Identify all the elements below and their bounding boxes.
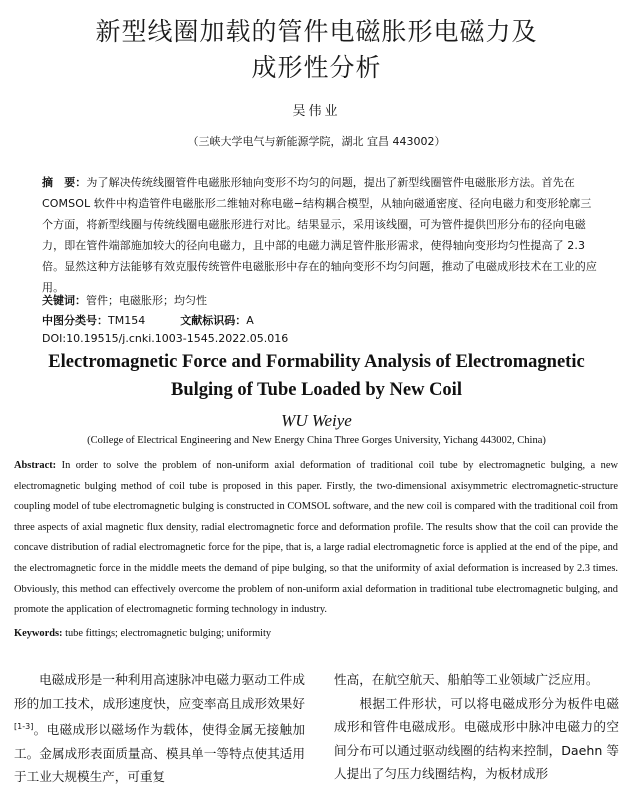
body-left-text-1: 电磁成形是一种利用高速脉冲电磁力驱动工件成形的加工技术，成形速度快，应变率高且成形效果好: [14, 672, 305, 711]
english-keywords-label: Keywords:: [14, 628, 63, 639]
english-abstract: [14, 456, 618, 621]
body-left-column: [14, 668, 305, 789]
chinese-abstract-text: 为了解决传统线圈管件电磁胀形轴向变形不均匀的问题，提出了新型线圈管件电磁胀形方法。首先在 COMSOL 软件中构造管件电磁胀形二维轴对称电磁−结构耦合模型，从轴向磁通密度、径向电磁力和变形轮廓三个方面，将新型线圈与传统线圈电磁胀形进行对比。结果显示，采用该线圈，可为管件提供凹形分布的径向电磁力，即在管件端部施加较大的径向电磁力，且中部的电磁力满足管件胀形需求，使得轴向变形均匀性提高了 2.3 倍。显然这种方法能够有效克服传统管件电磁胀形中存在的轴向变形不均匀问题，推动了电磁成形技术在工业的应用。: [42, 176, 597, 294]
body-right-text-2: 根据工件形状，可以将电磁成形分为板件电磁成形和管件电磁成形。电磁成形中脉冲电磁力的空间分布可以通过驱动线圈的结构来控制，Daehn 等人提出了匀压力线圈结构，为板材成形: [334, 695, 619, 781]
body-left-text-2: 。电磁成形以磁场作为载体，使得金属无接触加工。金属成形表面质量高、模具单一等特点使其适用于工业大规模生产，可重复: [14, 722, 305, 785]
english-affiliation: (College of Electrical Engineering and New Energy China Three Gorges University, Yichang 443002, China): [87, 435, 546, 446]
english-keywords-text: tube fittings; electromagnetic bulging; uniformity: [62, 628, 272, 639]
chinese-keywords: [42, 292, 207, 308]
clc-value: TM154: [108, 314, 146, 327]
citation-ref: [1-3]: [14, 722, 34, 731]
chinese-title-line-1: 新型线圈加载的管件电磁胀形电磁力及: [95, 17, 538, 46]
chinese-abstract-label: 摘 要：: [42, 176, 87, 189]
chinese-abstract: [42, 172, 602, 298]
chinese-keywords-text: 管件；电磁胀形；均匀性: [86, 294, 207, 307]
doi: DOI:10.19515/j.cnki.1003-1545.2022.05.016: [42, 332, 289, 345]
english-keywords: [14, 628, 271, 639]
chinese-keywords-label: 关键词：: [42, 294, 86, 307]
body-right-column: [334, 668, 619, 786]
english-abstract-label: Abstract:: [14, 460, 57, 471]
body-right-paragraph-2: [334, 692, 619, 786]
chinese-affiliation: （三峡大学电气与新能源学院，湖北 宜昌 443002）: [187, 135, 446, 148]
chinese-title-line-2: 成形性分析: [251, 53, 382, 82]
english-title-line-1: Electromagnetic Force and Formability Analysis of Electromagnetic: [48, 352, 585, 372]
clc-label: 中图分类号：: [42, 314, 108, 327]
english-title-line-2: Bulging of Tube Loaded by New Coil: [171, 380, 462, 400]
chinese-author: 吴伟业: [292, 104, 341, 119]
document-code-label: 文献标识码：: [180, 314, 247, 327]
classification-line: [42, 312, 254, 328]
body-right-text-1: 性高，在航空航天、船舶等工业领域广泛应用。: [334, 672, 599, 687]
document-code-value: A: [246, 314, 254, 327]
english-author: WU Weiye: [281, 411, 352, 430]
english-abstract-text: In order to solve the problem of non-uniform axial deformation of traditional coil tube by electromagnetic bulging, a new electromagnetic bulging method of coil tube is proposed in this paper. Firstly, the two-dimensional axisymmetric electromagnetic-structure coupling model of tube electromagnetic bulging is constructed in COMSOL software, and the new coil is compared with the traditional coil from three aspects of axial magnetic flux density, radial electromagnetic force and deformation profile. The results show that the coil can provide the concave distribution of radial electromagnetic force for the pipe, that is, a large radial electromagnetic force is applied at the end of the pipe, and the electromagnetic force in the middle meets the demand of pipe bulging, so that the uniformity of axial deformation is increased by 2.3 times. Obviously, this method can effectively overcome the problem of non-uniform axial deformation in traditional tube electromagnetic bulging, and promote the application of electromagnetic forming technology in industry.: [14, 460, 618, 616]
